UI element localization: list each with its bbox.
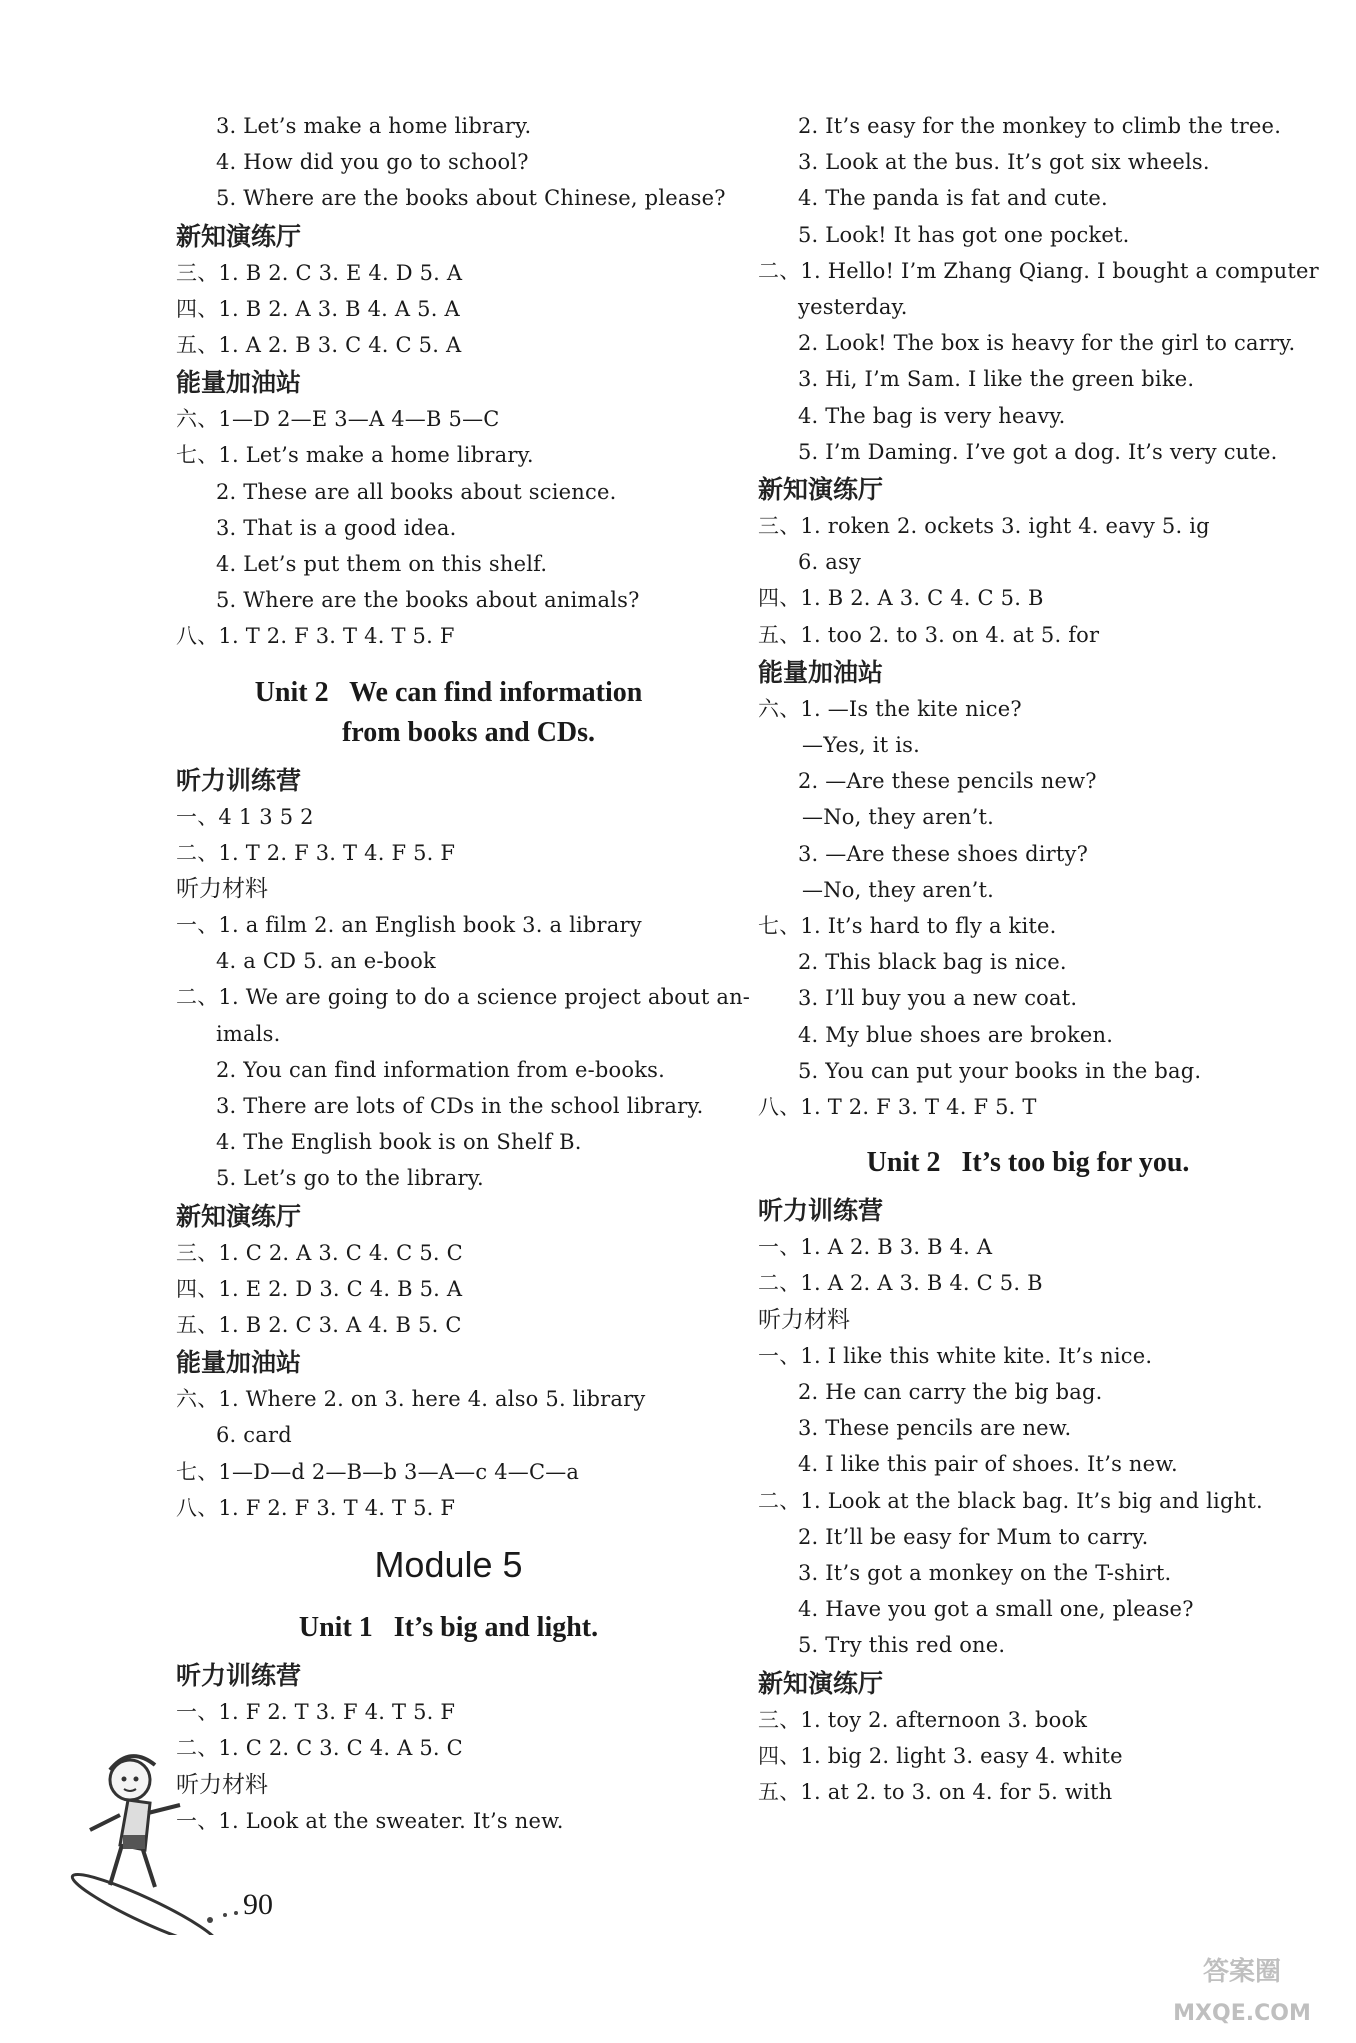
answer-line: 一、1. A 2. B 3. B 4. A [758,1235,993,1260]
answer-line: 七、1. Let’s make a home library. [176,443,534,468]
section-heading: 能量加油站 [176,368,302,398]
page-number: 90 [243,1888,273,1921]
answer-line: 4. a CD 5. an e-book [216,949,436,974]
section-heading: 听力训练营 [176,765,302,795]
svg-text:MXQE.COM: MXQE.COM [1173,2001,1311,2026]
answer-line: yesterday. [798,295,908,320]
answer-line: 5. Look! It has got one pocket. [798,222,1130,247]
answer-line: —No, they aren’t. [802,877,995,902]
answer-line: 5. I’m Daming. I’ve got a dog. It’s very cute. [798,439,1278,464]
answer-line: 3. Hi, I’m Sam. I like the green bike. [798,367,1195,392]
answer-line: 6. card [216,1423,292,1448]
answer-line: 3. Let’s make a home library. [216,114,532,138]
answer-line: 二、1. A 2. A 3. B 4. C 5. B [758,1271,1043,1296]
answer-line: 2. —Are these pencils new? [798,769,1097,794]
section-heading: 新知演练厅 [758,1668,884,1698]
answer-line: —No, they aren’t. [802,805,995,830]
answer-line: 4. Let’s put them on this shelf. [216,552,548,577]
unit-title-line: from books and CDs. [341,716,596,748]
listening-material-label: 听力材料 [176,876,268,903]
answer-line: 三、1. roken 2. ockets 3. ight 4. eavy 5. ig [758,514,1210,539]
answer-line: 五、1. too 2. to 3. on 4. at 5. for [758,622,1100,647]
answer-line: 5. You can put your books in the bag. [798,1058,1202,1083]
answer-line: 三、1. toy 2. afternoon 3. book [758,1707,1088,1732]
answer-line: 一、1. I like this white kite. It’s nice. [758,1343,1153,1368]
answer-line: 5. Try this red one. [798,1633,1006,1658]
unit-title-line: Unit 2 We can find information [254,676,643,708]
answer-line: 五、1. at 2. to 3. on 4. for 5. with [758,1779,1113,1804]
answer-line: 3. These pencils are new. [798,1416,1072,1441]
unit-heading [758,1143,1298,1183]
answer-line: 5. Where are the books about animals? [216,588,640,613]
answer-line: 四、1. B 2. A 3. C 4. C 5. B [758,586,1044,611]
unit-title-line: Unit 1 It’s big and light. [298,1612,599,1644]
answer-line: 2. It’ll be easy for Mum to carry. [798,1524,1149,1549]
answer-line: 三、1. C 2. A 3. C 4. C 5. C [176,1240,463,1265]
answer-line: 4. The English book is on Shelf B. [216,1130,582,1155]
answer-line: 一、1. a film 2. an English book 3. a library [176,913,642,938]
answer-line: 六、1—D 2—E 3—A 4—B 5—C [176,407,500,432]
answer-line: 六、1. Where 2. on 3. here 4. also 5. library [176,1387,646,1412]
answer-line: 八、1. F 2. F 3. T 4. T 5. F [176,1495,456,1520]
answer-line: 四、1. big 2. light 3. easy 4. white [758,1743,1123,1768]
section-heading: 听力训练营 [758,1196,884,1226]
section-heading: 能量加油站 [758,657,884,687]
answer-line: 4. My blue shoes are broken. [798,1022,1114,1047]
answer-line: 3. Look at the bus. It’s got six wheels. [798,150,1210,175]
answer-line: 五、1. B 2. C 3. A 4. B 5. C [176,1313,462,1338]
answer-line: 4. I like this pair of shoes. It’s new. [798,1452,1178,1477]
right-column [758,108,1319,1810]
listening-material-label: 听力材料 [758,1306,850,1333]
answer-line: 二、1. Look at the black bag. It’s big and light. [758,1488,1263,1513]
answer-line: 七、1—D—d 2—B—b 3—A—c 4—C—a [176,1459,580,1484]
answer-line: 七、1. It’s hard to fly a kite. [758,914,1057,939]
section-heading: 新知演练厅 [176,221,302,251]
answer-line: 四、1. B 2. A 3. B 4. A 5. A [176,296,460,321]
svg-text:答案圈: 答案圈 [1202,1957,1282,1987]
answer-line: 二、1. Hello! I’m Zhang Qiang. I bought a computer [758,258,1319,283]
answer-line: 二、1. We are going to do a science project about an- [176,985,751,1010]
answer-line: 4. The panda is fat and cute. [798,186,1108,211]
listening-material-label: 听力材料 [176,1771,268,1798]
section-heading: 能量加油站 [176,1348,302,1378]
answer-line: imals. [216,1021,281,1046]
answer-line: 3. It’s got a monkey on the T-shirt. [798,1560,1172,1585]
answer-line: 4. Have you got a small one, please? [798,1597,1194,1622]
unit-heading [176,1608,721,1648]
section-heading: 新知演练厅 [176,1201,302,1231]
site-watermark [1142,1935,1342,2035]
answer-line: 5. Let’s go to the library. [216,1166,484,1191]
answer-line: 二、1. T 2. F 3. T 4. F 5. F [176,840,456,865]
answer-line: 八、1. T 2. F 3. T 4. F 5. T [758,1095,1037,1120]
answer-line: 2. You can find information from e-books. [216,1057,666,1082]
answer-line: 3. —Are these shoes dirty? [798,841,1089,866]
answer-line: 一、4 1 3 5 2 [176,804,314,829]
section-heading: 新知演练厅 [758,475,884,505]
answer-line: 5. Where are the books about Chinese, please? [216,186,726,211]
answer-line: —Yes, it is. [802,733,920,758]
answer-line: 八、1. T 2. F 3. T 4. T 5. F [176,624,455,649]
answer-line: 4. The bag is very heavy. [798,403,1066,428]
module-heading: Module 5 [374,1544,523,1586]
surfer-mascot-illustration [50,1735,250,1935]
answer-line: 2. This black bag is nice. [798,950,1067,975]
answer-line: 六、1. —Is the kite nice? [758,696,1022,721]
answer-line: 2. He can carry the big bag. [798,1379,1103,1404]
answer-line: 一、1. F 2. T 3. F 4. T 5. F [176,1700,456,1725]
answer-line: 2. Look! The box is heavy for the girl to carry. [798,331,1296,356]
answer-line: 四、1. E 2. D 3. C 4. B 5. A [176,1276,463,1301]
answer-line: 二、1. C 2. C 3. C 4. A 5. C [176,1736,463,1761]
answer-line: 4. How did you go to school? [216,150,529,175]
answer-line: 一、1. Look at the sweater. It’s new. [176,1808,564,1833]
left-column [176,108,751,1839]
answer-line: 3. There are lots of CDs in the school library. [216,1094,704,1119]
answer-line: 6. asy [798,550,862,575]
section-heading: 听力训练营 [176,1661,302,1691]
unit-title-line: Unit 2 It’s too big for you. [866,1147,1190,1179]
answer-line: 五、1. A 2. B 3. C 4. C 5. A [176,333,462,358]
answer-line: 2. It’s easy for the monkey to climb the tree. [798,114,1282,138]
answer-line: 3. That is a good idea. [216,515,457,540]
unit-heading [176,673,721,753]
answer-line: 三、1. B 2. C 3. E 4. D 5. A [176,260,463,285]
answer-line: 2. These are all books about science. [216,479,617,504]
answer-line: 3. I’ll buy you a new coat. [798,986,1078,1011]
